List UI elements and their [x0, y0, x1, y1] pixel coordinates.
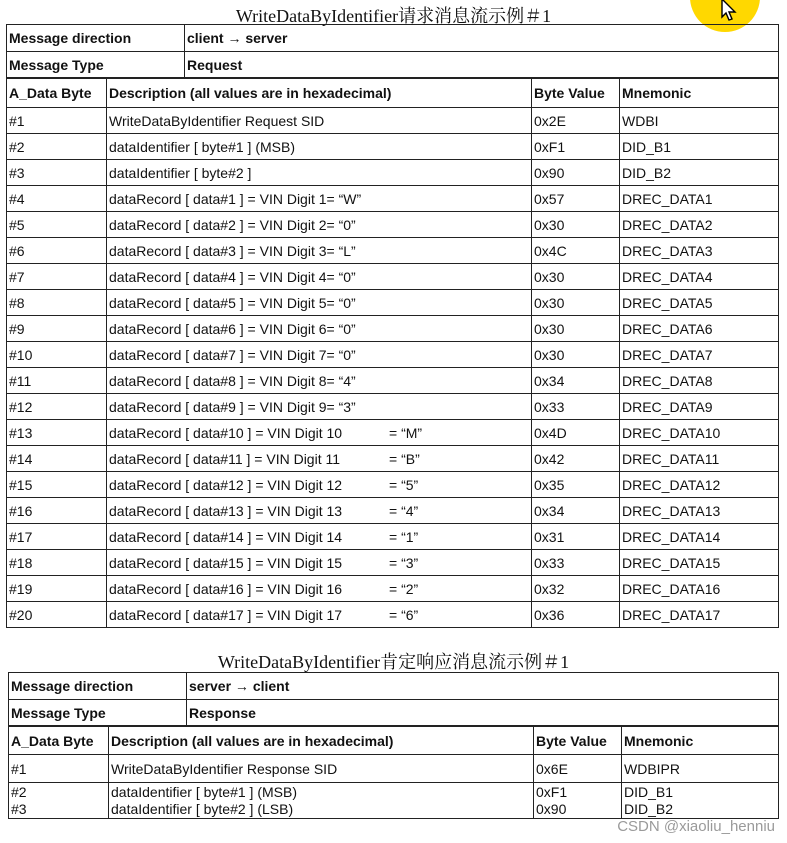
description-cell: WriteDataByIdentifier Response SID: [109, 755, 534, 783]
description-text: dataRecord [ data#15 ] = VIN Digit 15: [109, 554, 343, 571]
byte-value-cell: 0x90: [536, 800, 567, 817]
table-row: [7, 524, 779, 550]
byte-cell: #8: [7, 290, 107, 316]
description-text: dataIdentifier [ byte#2 ]: [109, 164, 252, 181]
mnemonic-cell: DREC_DATA10: [620, 420, 779, 446]
description-cell: [107, 238, 532, 264]
byte-cell: #5: [7, 212, 107, 238]
mnemonic-cell: DID_B2: [620, 160, 779, 186]
description-text: dataRecord [ data#6 ] = VIN Digit 6= “0”: [109, 320, 356, 337]
description-cell: [107, 498, 532, 524]
byte-cell: #2: [11, 783, 27, 800]
byte-cell: #14: [7, 446, 107, 472]
mnemonic-cell: DREC_DATA5: [620, 290, 779, 316]
table-row: [7, 264, 779, 290]
description-text: dataRecord [ data#5 ] = VIN Digit 5= “0”: [109, 294, 356, 311]
table-row: [7, 368, 779, 394]
mnemonic-cell: DREC_DATA16: [620, 576, 779, 602]
byte-value-cell: 0x30: [532, 212, 620, 238]
byte-value-cell: 0x42: [532, 446, 620, 472]
watermark: CSDN @xiaoliu_henniu: [617, 818, 775, 835]
description-text: dataIdentifier [ byte#1 ] (MSB): [109, 138, 295, 155]
mnemonic-cell: DREC_DATA6: [620, 316, 779, 342]
table-row: [7, 602, 779, 628]
byte-cell: #4: [7, 186, 107, 212]
byte-value-cell: 0x6E: [534, 755, 622, 783]
vin-char-text: = “B”: [389, 450, 420, 467]
direction-value: client → server: [185, 25, 779, 52]
table-row: [7, 160, 779, 186]
description-text: dataRecord [ data#13 ] = VIN Digit 13: [109, 502, 343, 519]
table-row: [9, 755, 779, 783]
description-text: dataRecord [ data#1 ] = VIN Digit 1= “W”: [109, 190, 362, 207]
byte-value-cell: 0x30: [532, 290, 620, 316]
mnemonic-cell: DREC_DATA8: [620, 368, 779, 394]
mnemonic-cell: DREC_DATA2: [620, 212, 779, 238]
mnemonic-cell: DREC_DATA1: [620, 186, 779, 212]
byte-value-cell: 0xF1: [536, 783, 568, 800]
byte-cell: #15: [7, 472, 107, 498]
description-cell: [107, 186, 532, 212]
mnemonic-cell: DREC_DATA15: [620, 550, 779, 576]
vin-char-text: = “1”: [389, 528, 419, 545]
type-label: Message Type: [9, 700, 187, 726]
table-row: [7, 446, 779, 472]
vin-char-text: = “M”: [389, 424, 423, 441]
description-text: dataRecord [ data#11 ] = VIN Digit 11: [109, 450, 341, 467]
byte-cell: #10: [7, 342, 107, 368]
table-row: [7, 316, 779, 342]
table-row: [7, 212, 779, 238]
table-row: [7, 134, 779, 160]
col-header-value: Byte Value: [532, 79, 620, 108]
byte-value-cell: 0x36: [532, 602, 620, 628]
description-cell: [107, 524, 532, 550]
description-text: dataRecord [ data#9 ] = VIN Digit 9= “3”: [109, 398, 356, 415]
table-row: [7, 420, 779, 446]
col-header-value: Byte Value: [534, 727, 622, 755]
byte-cell: #6: [7, 238, 107, 264]
description-cell: [107, 394, 532, 420]
mnemonic-cell: DREC_DATA4: [620, 264, 779, 290]
vin-char-text: = “6”: [389, 606, 419, 623]
col-header-mnemonic: Mnemonic: [622, 727, 779, 755]
response-caption: WriteDataByIdentifier肯定响应消息流示例＃1: [217, 652, 570, 672]
type-label: Message Type: [7, 52, 185, 78]
col-header-mnemonic: Mnemonic: [620, 79, 779, 108]
request-table: [6, 78, 779, 628]
byte-value-cell: 0xF1: [532, 134, 620, 160]
mnemonic-cell: DREC_DATA13: [620, 498, 779, 524]
description-cell: [107, 316, 532, 342]
byte-value-cell: 0x34: [532, 368, 620, 394]
description-cell: [107, 342, 532, 368]
byte-cell: #9: [7, 316, 107, 342]
mnemonic-cell: WDBIPR: [622, 755, 779, 783]
description-cell: [107, 160, 532, 186]
byte-cell: #16: [7, 498, 107, 524]
byte-cell: #20: [7, 602, 107, 628]
description-text: dataRecord [ data#3 ] = VIN Digit 3= “L”: [109, 242, 356, 259]
vin-char-text: = “5”: [389, 476, 419, 493]
direction-label: Message direction: [9, 673, 187, 700]
byte-value-cell: 0x30: [532, 342, 620, 368]
mnemonic-cell: DREC_DATA7: [620, 342, 779, 368]
table-row: [7, 498, 779, 524]
col-header-byte: A_Data Byte: [9, 727, 109, 755]
table-row: [7, 238, 779, 264]
byte-value-cell: 0x4C: [532, 238, 620, 264]
col-header-description: Description (all values are in hexadecimal): [109, 727, 534, 755]
mnemonic-cell: DREC_DATA17: [620, 602, 779, 628]
byte-cell: #11: [7, 368, 107, 394]
response-table: [8, 726, 779, 819]
table-row: [7, 290, 779, 316]
mnemonic-cell: DREC_DATA3: [620, 238, 779, 264]
description-cell: [107, 290, 532, 316]
request-caption: WriteDataByIdentifier请求消息流示例＃1: [235, 6, 552, 26]
byte-cell: #1: [7, 108, 107, 134]
mnemonic-cell: DID_B1: [620, 134, 779, 160]
description-text: dataRecord [ data#2 ] = VIN Digit 2= “0”: [109, 216, 356, 233]
vin-char-text: = “4”: [389, 502, 419, 519]
byte-value-cell: 0x4D: [532, 420, 620, 446]
type-value: Request: [185, 52, 779, 78]
byte-value-cell: 0x57: [532, 186, 620, 212]
vin-char-text: = “2”: [389, 580, 419, 597]
description-text: WriteDataByIdentifier Request SID: [109, 112, 325, 129]
description-text: dataRecord [ data#17 ] = VIN Digit 17: [109, 606, 343, 623]
mnemonic-cell: DREC_DATA9: [620, 394, 779, 420]
mnemonic-cell: WDBI: [620, 108, 779, 134]
description-text: dataRecord [ data#10 ] = VIN Digit 10: [109, 424, 343, 441]
byte-value-cell: 0x30: [532, 316, 620, 342]
byte-cell: #13: [7, 420, 107, 446]
description-cell: [107, 576, 532, 602]
byte-cell: #3: [11, 800, 27, 817]
direction-value: server → client: [187, 673, 779, 700]
byte-value-cell: 0x31: [532, 524, 620, 550]
description-cell: [107, 108, 532, 134]
byte-cell: #19: [7, 576, 107, 602]
mnemonic-cell: DREC_DATA11: [620, 446, 779, 472]
description-text: dataRecord [ data#8 ] = VIN Digit 8= “4”: [109, 372, 356, 389]
byte-value-cell: 0x32: [532, 576, 620, 602]
description-text: dataRecord [ data#7 ] = VIN Digit 7= “0”: [109, 346, 356, 363]
description-cell: [107, 212, 532, 238]
table-row: [7, 394, 779, 420]
col-header-description: Description (all values are in hexadecimal): [107, 79, 532, 108]
description-cell: [107, 602, 532, 628]
mnemonic-cell: DID_B1: [624, 783, 674, 800]
byte-value-cell: 0x30: [532, 264, 620, 290]
table-row: [7, 550, 779, 576]
byte-value-cell: 0x33: [532, 394, 620, 420]
mnemonic-cell: DREC_DATA14: [620, 524, 779, 550]
description-text: dataRecord [ data#12 ] = VIN Digit 12: [109, 476, 343, 493]
description-cell: [107, 446, 532, 472]
description-cell: [107, 264, 532, 290]
type-value: Response: [187, 700, 779, 726]
table-row: [7, 472, 779, 498]
table-row: [7, 186, 779, 212]
direction-label: Message direction: [7, 25, 185, 52]
description-cell: dataIdentifier [ byte#1 ] (MSB): [111, 783, 297, 800]
request-meta-table: [6, 24, 779, 78]
description-text: dataRecord [ data#4 ] = VIN Digit 4= “0”: [109, 268, 356, 285]
table-row: [7, 342, 779, 368]
byte-cell: #1: [9, 755, 109, 783]
mnemonic-cell: DREC_DATA12: [620, 472, 779, 498]
description-cell: dataIdentifier [ byte#2 ] (LSB): [111, 800, 294, 817]
byte-cell: #18: [7, 550, 107, 576]
table-row: [7, 576, 779, 602]
description-cell: [107, 420, 532, 446]
byte-cell: #7: [7, 264, 107, 290]
byte-value-cell: 0x33: [532, 550, 620, 576]
description-cell: [107, 368, 532, 394]
mnemonic-cell: DID_B2: [624, 800, 674, 817]
byte-cell: #2: [7, 134, 107, 160]
description-text: dataRecord [ data#14 ] = VIN Digit 14: [109, 528, 343, 545]
response-meta-table: [8, 672, 779, 726]
vin-char-text: = “3”: [389, 554, 419, 571]
description-cell: [107, 134, 532, 160]
description-cell: [107, 472, 532, 498]
table-row: [9, 783, 779, 819]
byte-value-cell: 0x90: [532, 160, 620, 186]
table-row: [7, 108, 779, 134]
byte-value-cell: 0x2E: [532, 108, 620, 134]
byte-value-cell: 0x35: [532, 472, 620, 498]
byte-value-cell: 0x34: [532, 498, 620, 524]
byte-cell: #17: [7, 524, 107, 550]
description-text: dataRecord [ data#16 ] = VIN Digit 16: [109, 580, 343, 597]
byte-cell: #3: [7, 160, 107, 186]
byte-cell: #12: [7, 394, 107, 420]
col-header-byte: A_Data Byte: [7, 79, 107, 108]
description-cell: [107, 550, 532, 576]
